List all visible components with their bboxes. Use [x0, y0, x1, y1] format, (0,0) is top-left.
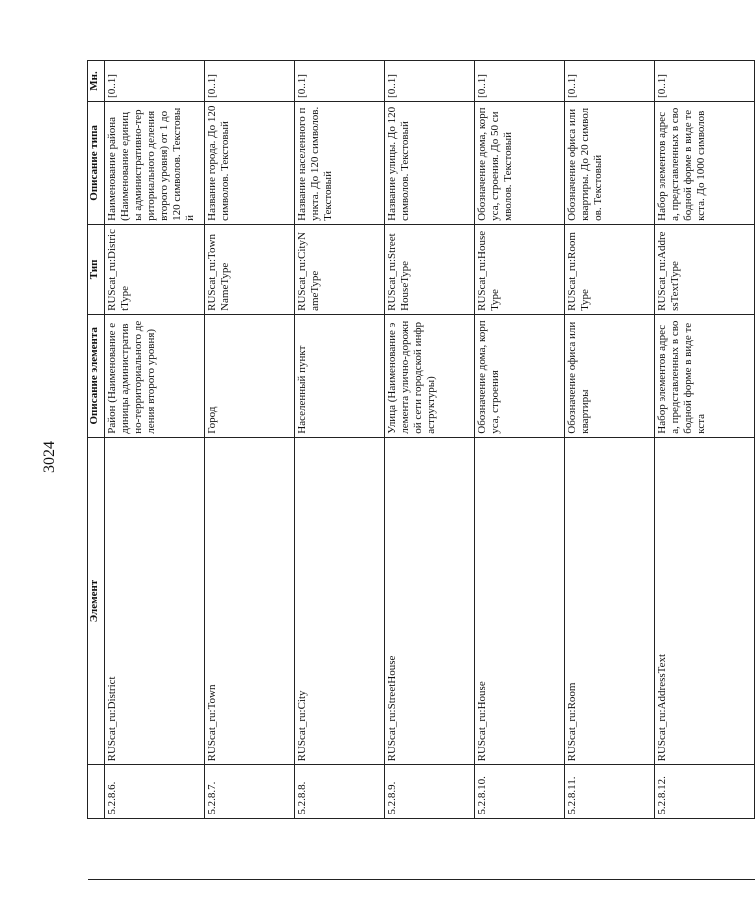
row-number: 5.2.8.9. — [385, 765, 475, 818]
row-element-desc: Город — [205, 314, 295, 437]
row-mn: [0..1] — [105, 61, 205, 102]
row-number: 5.2.8.12. — [655, 765, 755, 818]
table-row — [475, 61, 565, 880]
row-element-desc: Набор элементов адреса, представленных в свободной форме в виде текста — [655, 314, 755, 437]
page-number: 3024 — [41, 441, 58, 473]
row-number: 5.2.8.6. — [105, 765, 205, 818]
row-mn: [0..1] — [565, 61, 655, 102]
header-spacer — [88, 818, 105, 879]
header-element: Элемент — [88, 437, 105, 765]
row-type: RUScat_ru:DistrictType — [105, 224, 205, 314]
table-row — [385, 61, 475, 880]
row-element: RUScat_ru:City — [295, 437, 385, 765]
row-type-desc: Название города. До 120 символов. Текстовый — [205, 101, 295, 224]
row-element: RUScat_ru:House — [475, 437, 565, 765]
spacer-cell — [205, 818, 295, 879]
row-type-desc: Обозначение дома, корпуса, строения. До 50 символов. Текстовый — [475, 101, 565, 224]
table-row — [565, 61, 655, 880]
row-type-desc: Обозначение офиса или квартиры. До 20 символов. Текстовый — [565, 101, 655, 224]
row-type-desc: Наименование района (Наименование единицы административно-территориального деления второго уровня) от 1 до 120 символов. Текстовый — [105, 101, 205, 224]
row-number: 5.2.8.11. — [565, 765, 655, 818]
row-type: RUScat_ru:AddressTextType — [655, 224, 755, 314]
row-mn: [0..1] — [655, 61, 755, 102]
spacer-cell — [385, 818, 475, 879]
row-type: RUScat_ru:HouseType — [475, 224, 565, 314]
table-row — [205, 61, 295, 880]
row-type-desc: Название населенного пункта. До 120 символов. Текстовый — [295, 101, 385, 224]
row-element-desc: Населенный пункт — [295, 314, 385, 437]
row-number: 5.2.8.7. — [205, 765, 295, 818]
table-row — [295, 61, 385, 880]
row-type: RUScat_ru:RoomType — [565, 224, 655, 314]
header-type-desc: Описание типа — [88, 101, 105, 224]
row-type-desc: Название улицы. До 120 символов. Текстовый — [385, 101, 475, 224]
table-header-row — [88, 61, 105, 880]
spacer-cell — [105, 818, 205, 879]
row-element-desc: Обозначение офиса или квартиры — [565, 314, 655, 437]
spacer-cell — [565, 818, 655, 879]
table-container — [87, 60, 707, 880]
row-type-desc: Набор элементов адреса, представленных в свободной форме в виде текста. До 1000 символов — [655, 101, 755, 224]
row-element: RUScat_ru:District — [105, 437, 205, 765]
table-row — [655, 61, 755, 880]
row-type: RUScat_ru:TownNameType — [205, 224, 295, 314]
row-mn: [0..1] — [205, 61, 295, 102]
row-number: 5.2.8.10. — [475, 765, 565, 818]
row-type: RUScat_ru:CityNameType — [295, 224, 385, 314]
header-element-desc: Описание элемента — [88, 314, 105, 437]
header-number — [88, 765, 105, 818]
row-element-desc: Район (Наименование единицы административно-территориального деления второго уровня) — [105, 314, 205, 437]
row-element-desc: Обозначение дома, корпуса, строения — [475, 314, 565, 437]
spacer-cell — [655, 818, 755, 879]
row-mn: [0..1] — [295, 61, 385, 102]
row-element: RUScat_ru:StreetHouse — [385, 437, 475, 765]
row-element: RUScat_ru:Town — [205, 437, 295, 765]
row-element: RUScat_ru:Room — [565, 437, 655, 765]
row-element: RUScat_ru:AddressText — [655, 437, 755, 765]
row-mn: [0..1] — [475, 61, 565, 102]
header-mn: Мн. — [88, 61, 105, 102]
spacer-cell — [475, 818, 565, 879]
elements-table — [87, 60, 755, 880]
row-number: 5.2.8.8. — [295, 765, 385, 818]
row-element-desc: Улица (Наименование элемента улично-дорожной сети городской инфраструктуры) — [385, 314, 475, 437]
row-mn: [0..1] — [385, 61, 475, 102]
table-row — [105, 61, 205, 880]
spacer-cell — [295, 818, 385, 879]
row-type: RUScat_ru:StreetHouseType — [385, 224, 475, 314]
header-type: Тип — [88, 224, 105, 314]
